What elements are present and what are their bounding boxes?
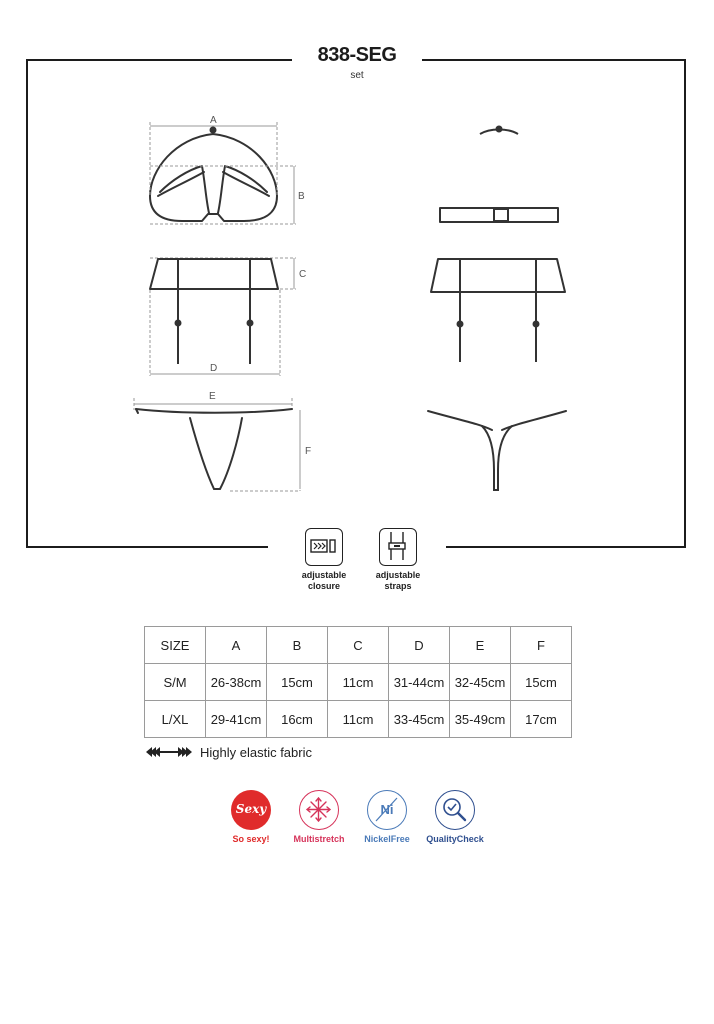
dim-label-a: A <box>210 115 217 126</box>
dim-label-b: B <box>298 191 305 202</box>
elastic-arrows-icon <box>144 745 194 759</box>
bra-back-drawing <box>440 127 558 223</box>
dim-label-d: D <box>210 363 218 374</box>
dim-label-f: F <box>305 446 312 457</box>
table-cell: 35-49cm <box>450 701 511 738</box>
badge-label: QualityCheck <box>426 834 484 844</box>
table-cell: L/XL <box>145 701 206 738</box>
nickel-free-icon-text: Ni <box>380 802 394 817</box>
table-cell: 29-41cm <box>206 701 267 738</box>
dimension-lines-left <box>134 122 300 491</box>
quality-check-icon <box>435 790 475 830</box>
bra-front-drawing <box>150 128 277 222</box>
badge-label: Multistretch <box>293 834 345 844</box>
table-cell: 31-44cm <box>389 664 450 701</box>
sexy-icon-text: Sexy <box>235 802 267 816</box>
table-header-cell: C <box>328 627 389 664</box>
table-cell: 33-45cm <box>389 701 450 738</box>
nickel-free-icon <box>367 790 407 830</box>
adjustable-straps-icon <box>379 528 417 566</box>
badge-label: NickelFree <box>364 834 410 844</box>
table-row <box>145 701 572 738</box>
table-cell: 15cm <box>267 664 328 701</box>
elastic-note-text: Highly elastic fabric <box>200 744 312 760</box>
table-cell: 11cm <box>328 701 389 738</box>
badge-label: So sexy! <box>232 834 270 844</box>
product-code: 838-SEG <box>317 44 397 66</box>
elastic-note <box>144 743 312 761</box>
sexy-icon <box>231 790 271 830</box>
table-cell: S/M <box>145 664 206 701</box>
badge-multistretch <box>284 790 354 844</box>
table-header-cell: SIZE <box>145 627 206 664</box>
table-header-cell: E <box>450 627 511 664</box>
feature-straps-line1: adjustable <box>375 570 421 580</box>
table-header-cell: D <box>389 627 450 664</box>
product-subtitle: set <box>350 70 364 81</box>
dim-label-e: E <box>209 391 216 402</box>
table-header-cell: F <box>511 627 572 664</box>
feature-adjustable-straps <box>358 528 438 592</box>
feature-straps-line2: straps <box>384 581 412 591</box>
table-cell: 32-45cm <box>450 664 511 701</box>
feature-adjustable-closure <box>284 528 364 592</box>
garter-belt-front-drawing <box>150 259 278 364</box>
size-table <box>144 626 572 738</box>
dim-label-c: C <box>299 269 307 280</box>
feature-closure-line2: closure <box>307 581 340 591</box>
thong-front-drawing <box>136 409 292 489</box>
table-row <box>145 664 572 701</box>
table-cell: 26-38cm <box>206 664 267 701</box>
table-header-row <box>145 627 572 664</box>
adjustable-closure-icon <box>305 528 343 566</box>
badge-quality-check <box>420 790 490 844</box>
table-header-cell: A <box>206 627 267 664</box>
garter-belt-back-drawing <box>431 259 565 362</box>
feature-closure-line1: adjustable <box>301 570 347 580</box>
table-header-cell: B <box>267 627 328 664</box>
badge-nickel-free <box>352 790 422 844</box>
table-cell: 15cm <box>511 664 572 701</box>
table-cell: 17cm <box>511 701 572 738</box>
multistretch-icon <box>299 790 339 830</box>
table-cell: 16cm <box>267 701 328 738</box>
badge-so-sexy <box>216 790 286 844</box>
table-cell: 11cm <box>328 664 389 701</box>
thong-back-drawing <box>428 411 566 490</box>
